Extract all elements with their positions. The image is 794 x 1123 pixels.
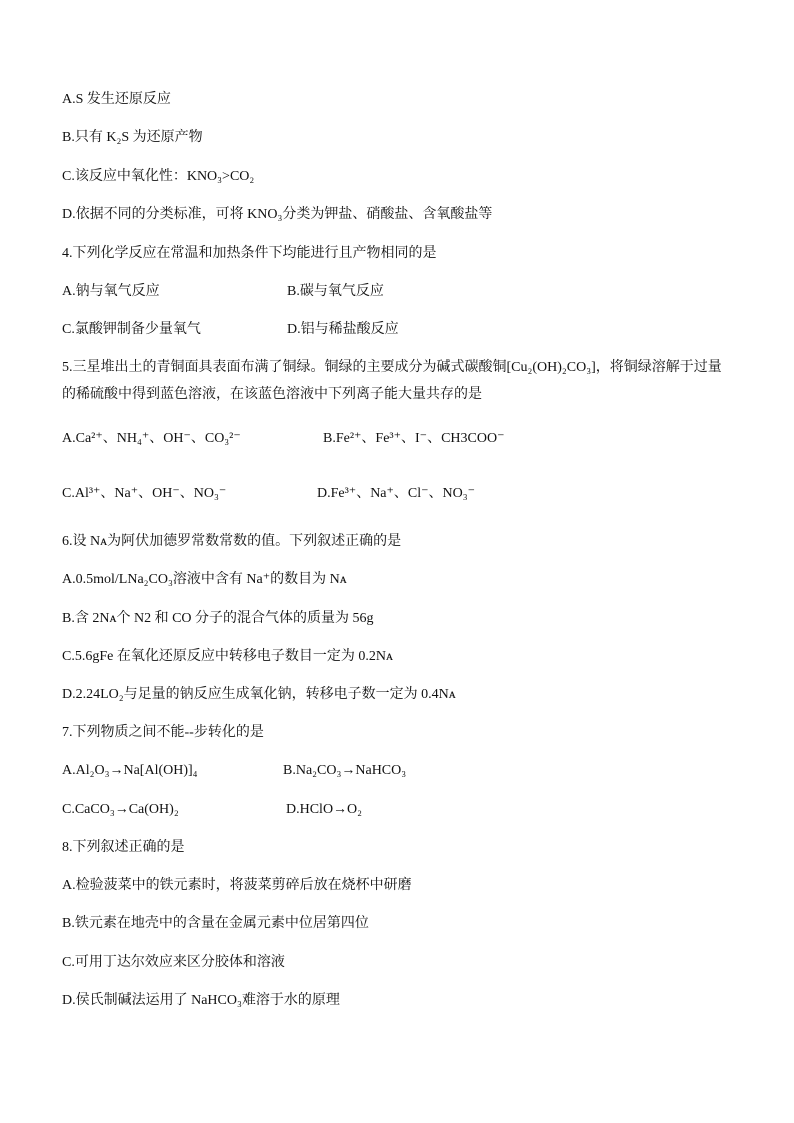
- q5-option-c: C.Al³⁺、Na⁺、OH⁻、NO₃⁻: [62, 486, 227, 501]
- q5-option-a: A.Ca²⁺、NH₄⁺、OH⁻、CO₃²⁻: [62, 431, 241, 446]
- q8-option-c: C.可用丁达尔效应来区分胶体和溶液: [62, 955, 285, 970]
- q6-option-d: D.2.24LO₂与足量的钠反应生成氧化钠，转移电子数一定为 0.4Nᴀ: [62, 687, 456, 702]
- q3-option-d: D.依据不同的分类标准，可将 KNO₃分类为钾盐、硝酸盐、含氧酸盐等: [62, 207, 493, 222]
- q6-option-b: B.含 2Nᴀ个 N2 和 CO 分子的混合气体的质量为 56g: [62, 611, 374, 626]
- q3-option-c: C.该反应中氧化性：KNO₃>CO₂: [62, 169, 255, 184]
- q7-option-b: B.Na₂CO₃→NaHCO₃: [283, 763, 407, 778]
- q3-option-b: B.只有 K₂S 为还原产物: [62, 130, 203, 145]
- q4-option-b: B.碳与氧气反应: [287, 284, 384, 299]
- q7-stem: 7.下列物质之间不能--步转化的是: [62, 725, 264, 740]
- q8-option-d: D.侯氏制碱法运用了 NaHCO₃难溶于水的原理: [62, 993, 340, 1008]
- q6-stem: 6.设 Nᴀ为阿伏加德罗常数常数的值。下列叙述正确的是: [62, 534, 402, 549]
- q6-option-c: C.5.6gFe 在氧化还原反应中转移电子数目一定为 0.2Nᴀ: [62, 649, 393, 664]
- q8-stem: 8.下列叙述正确的是: [62, 840, 185, 855]
- q8-option-a: A.检验菠菜中的铁元素时，将菠菜剪碎后放在烧杯中研磨: [62, 878, 412, 893]
- q7-option-c: C.CaCO₃→Ca(OH)₂: [62, 802, 179, 817]
- q5-option-d: D.Fe³⁺、Na⁺、Cl⁻、NO₃⁻: [317, 486, 476, 501]
- q4-option-c: C.氯酸钾制备少量氧气: [62, 322, 201, 337]
- q8-option-b: B.铁元素在地壳中的含量在金属元素中位居第四位: [62, 916, 369, 931]
- q4-option-a: A.钠与氧气反应: [62, 284, 160, 299]
- q5-stem: 5.三星堆出土的青铜面具表面布满了铜绿。铜绿的主要成分为碱式碳酸铜[Cu₂(OH)₂CO₃]，将铜绿溶解于过量的稀硫酸中得到蓝色溶液，在该蓝色溶液中下列离子能大量共存的是: [62, 360, 722, 402]
- q7-option-a: A.Al₂O₃→Na[Al(OH)]₄: [62, 763, 198, 778]
- q6-option-a: A.0.5mol/LNa₂CO₃溶液中含有 Na⁺的数目为 Nᴀ: [62, 572, 347, 587]
- q4-option-d: D.铝与稀盐酸反应: [287, 322, 399, 337]
- q7-option-d: D.HClO→O₂: [286, 802, 363, 817]
- q5-option-b: B.Fe²⁺、Fe³⁺、I⁻、CH3COO⁻: [323, 431, 505, 446]
- q4-stem: 4.下列化学反应在常温和加热条件下均能进行且产物相同的是: [62, 246, 437, 261]
- q3-option-a: A.S 发生还原反应: [62, 92, 171, 107]
